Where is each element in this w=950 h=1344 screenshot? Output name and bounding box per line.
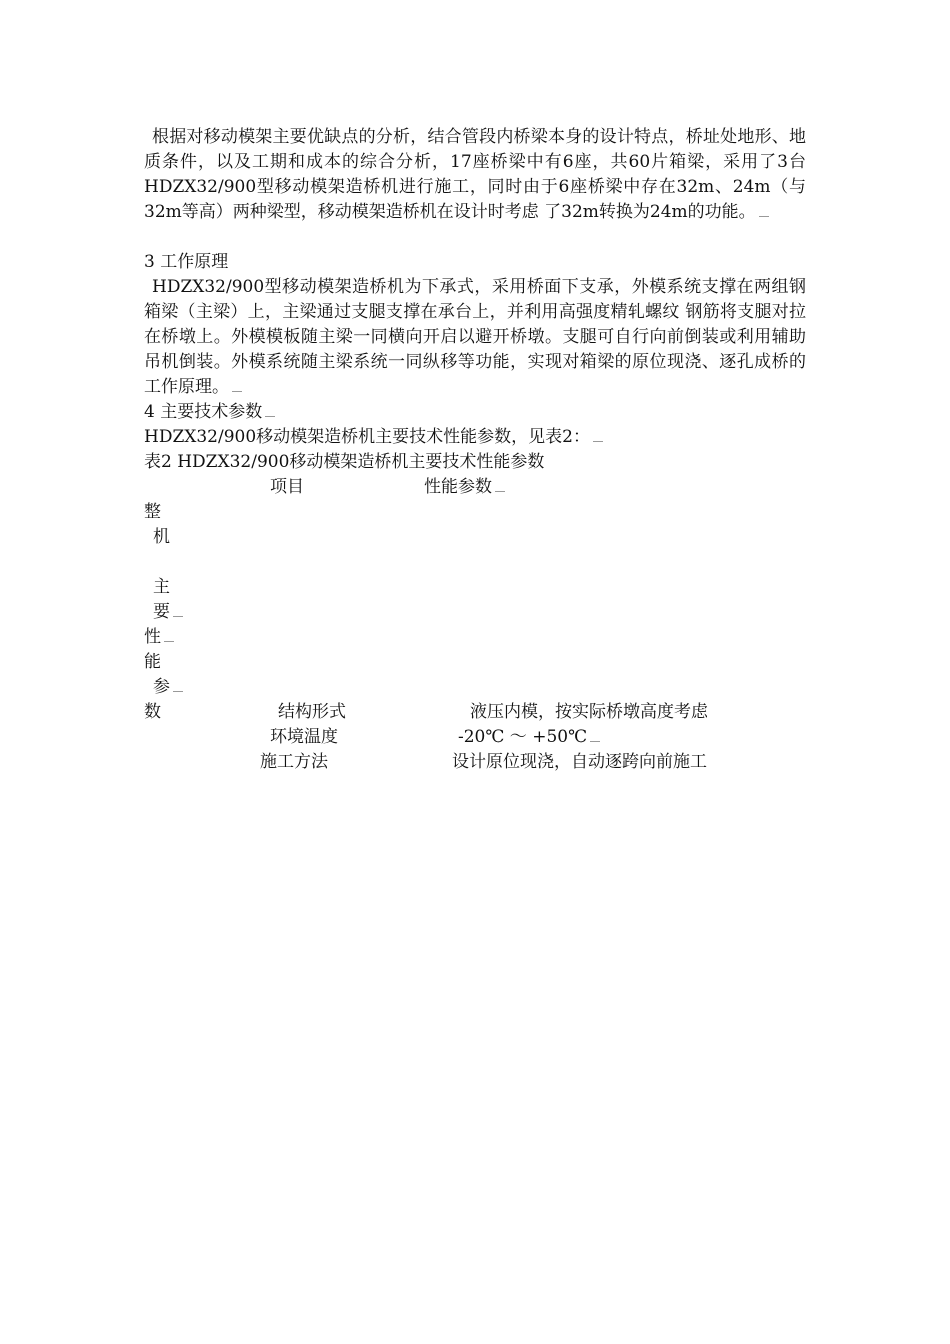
intro-text: 根据对移动模架主要优缺点的分析，结合管段内桥梁本身的设计特点，桥址处地形、地质条件，以及工期和成本的综合分析，17座桥梁中有6座，共60片箱梁，采用了3台HDZX32/900型移动模架造桥机进行施工，同时由于6座桥梁中存在32m、24m（与32m等高）两种梁型，移动模架造桥机在设计时考虑 了32m转换为24m的功能。	[144, 127, 806, 222]
group-label-char-text: 要	[153, 602, 170, 622]
paragraph-mark-icon	[232, 391, 242, 392]
table-row-item: 环境温度	[270, 727, 338, 747]
paragraph-mark-icon	[173, 616, 183, 617]
section-3-heading: 3 工作原理	[144, 252, 229, 272]
group-label-char: 整	[144, 502, 161, 522]
group-label-char: 数	[144, 702, 161, 722]
group-label-char-text: 参	[153, 677, 170, 697]
paragraph-mark-icon	[593, 441, 603, 442]
table-row-item: 结构形式	[278, 702, 346, 722]
section-4-heading-text: 4 主要技术参数	[144, 402, 263, 422]
table-header-value	[424, 475, 505, 500]
params-intro-line	[144, 425, 603, 450]
group-label-char-text: 性	[144, 627, 161, 647]
paragraph-mark-icon	[173, 691, 183, 692]
table-row-value: 设计原位现浇，自动逐跨向前施工	[452, 752, 707, 772]
paragraph-mark-icon	[265, 416, 275, 417]
paragraph-mark-icon	[495, 491, 505, 492]
paragraph-mark-icon	[164, 641, 174, 642]
paragraph-mark-icon	[590, 741, 600, 742]
table-row-value	[458, 725, 600, 750]
table-row-value-text: -20℃ ～ +50℃	[458, 727, 588, 747]
table-header-value-text: 性能参数	[424, 477, 492, 497]
group-label-char	[144, 625, 174, 650]
group-label-char: 机	[153, 527, 170, 547]
table-header-item: 项目	[270, 477, 304, 497]
group-label-char: 能	[144, 652, 161, 672]
principle-text: HDZX32/900型移动模架造桥机为下承式，采用桥面下支承，外模系统支撑在两组钢箱梁（主梁）上，主梁通过支腿支撑在承台上，并利用高强度精轧螺纹 钢筋将支腿对拉在桥墩上。外模模板随主梁一同横向开启以避开桥墩。支腿可自行向前倒装或利用辅助吊机倒装。外模系统随主梁系统一同纵移等功能，实现对箱梁的原位现浇、逐孔成桥的工作原理。	[144, 277, 806, 397]
group-label-char	[153, 600, 183, 625]
section-4-heading	[144, 400, 275, 425]
group-label-char	[153, 675, 183, 700]
table-row-value: 液压内模，按实际桥墩高度考虑	[470, 702, 708, 722]
table-row-item: 施工方法	[260, 752, 328, 772]
group-label-char: 主	[153, 577, 170, 597]
principle-paragraph	[144, 275, 806, 400]
intro-paragraph	[144, 125, 806, 225]
table-caption: 表2 HDZX32/900移动模架造桥机主要技术性能参数	[144, 452, 545, 472]
paragraph-mark-icon	[759, 216, 769, 217]
params-intro-text: HDZX32/900移动模架造桥机主要技术性能参数，见表2：	[144, 427, 590, 447]
